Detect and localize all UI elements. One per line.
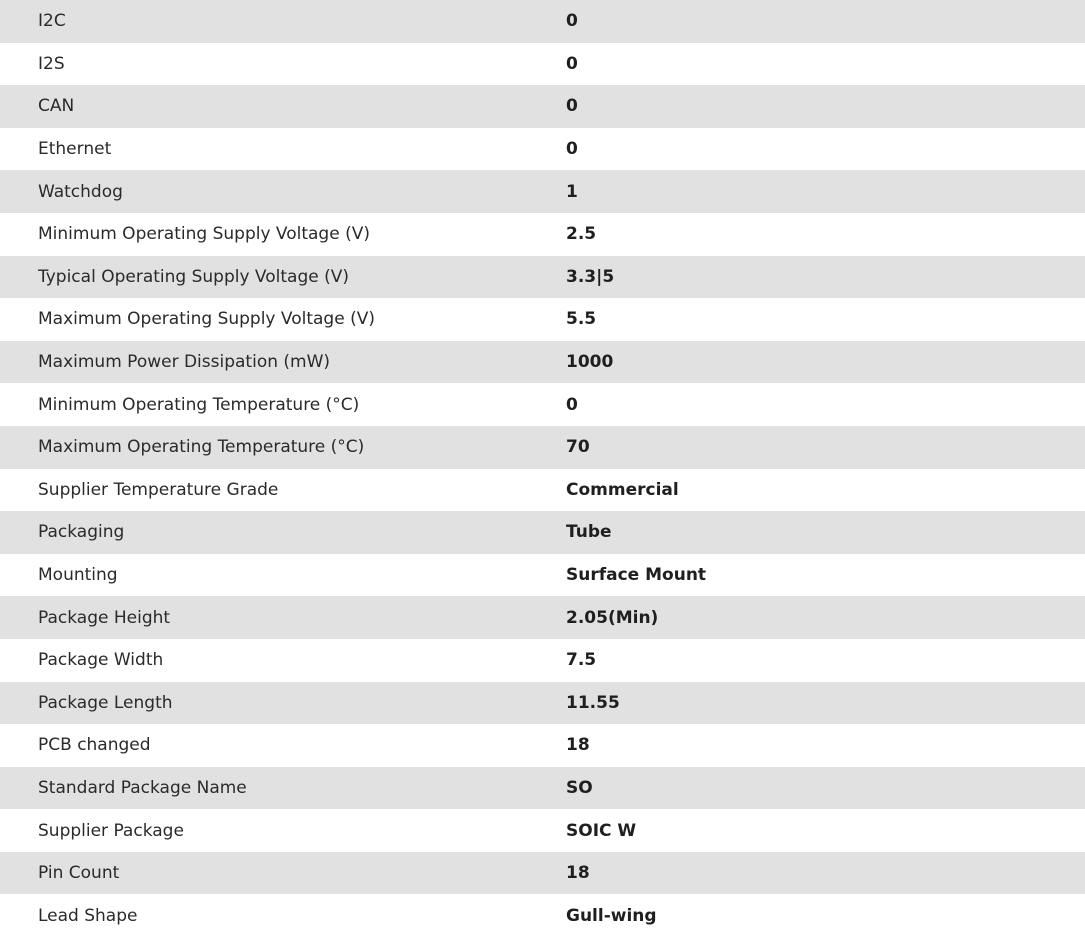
- spec-value: 1000: [566, 341, 1085, 384]
- table-row: [0, 894, 1085, 937]
- table-row: [0, 256, 1085, 299]
- spec-label: Maximum Operating Temperature (°C): [0, 426, 566, 469]
- spec-label: Maximum Power Dissipation (mW): [0, 341, 566, 384]
- spec-value: SOIC W: [566, 809, 1085, 852]
- spec-label: Lead Shape: [0, 894, 566, 937]
- table-row: [0, 213, 1085, 256]
- spec-value: 0: [566, 0, 1085, 43]
- spec-value: 0: [566, 43, 1085, 86]
- spec-value: 18: [566, 852, 1085, 895]
- spec-value: 70: [566, 426, 1085, 469]
- table-row: [0, 639, 1085, 682]
- table-row: [0, 767, 1085, 810]
- spec-value: 1: [566, 170, 1085, 213]
- spec-value: Commercial: [566, 469, 1085, 512]
- spec-label: Minimum Operating Supply Voltage (V): [0, 213, 566, 256]
- table-row: [0, 724, 1085, 767]
- spec-label: Typical Operating Supply Voltage (V): [0, 256, 566, 299]
- spec-label: Maximum Operating Supply Voltage (V): [0, 298, 566, 341]
- table-row: [0, 511, 1085, 554]
- table-row: [0, 298, 1085, 341]
- spec-value: 5.5: [566, 298, 1085, 341]
- table-row: [0, 852, 1085, 895]
- spec-value: 2.5: [566, 213, 1085, 256]
- spec-label: Watchdog: [0, 170, 566, 213]
- spec-value: Surface Mount: [566, 554, 1085, 597]
- spec-label: Packaging: [0, 511, 566, 554]
- spec-label: Package Length: [0, 682, 566, 725]
- spec-label: Ethernet: [0, 128, 566, 171]
- table-row: [0, 0, 1085, 43]
- table-row: [0, 809, 1085, 852]
- table-row: [0, 85, 1085, 128]
- spec-value: 11.55: [566, 682, 1085, 725]
- spec-value: 0: [566, 128, 1085, 171]
- spec-value: 18: [566, 724, 1085, 767]
- spec-label: CAN: [0, 85, 566, 128]
- table-row: [0, 596, 1085, 639]
- spec-label: Pin Count: [0, 852, 566, 895]
- table-row: [0, 554, 1085, 597]
- table-row: [0, 128, 1085, 171]
- spec-value: 2.05(Min): [566, 596, 1085, 639]
- spec-label: Mounting: [0, 554, 566, 597]
- spec-value: SO: [566, 767, 1085, 810]
- spec-label: Standard Package Name: [0, 767, 566, 810]
- spec-value: 0: [566, 85, 1085, 128]
- spec-value: 3.3|5: [566, 256, 1085, 299]
- table-row: [0, 426, 1085, 469]
- spec-label: Supplier Package: [0, 809, 566, 852]
- spec-label: PCB changed: [0, 724, 566, 767]
- table-row: [0, 682, 1085, 725]
- spec-label: I2S: [0, 43, 566, 86]
- spec-value: Tube: [566, 511, 1085, 554]
- spec-value: 7.5: [566, 639, 1085, 682]
- spec-value: 0: [566, 383, 1085, 426]
- spec-label: Supplier Temperature Grade: [0, 469, 566, 512]
- table-row: [0, 341, 1085, 384]
- table-row: [0, 383, 1085, 426]
- table-row: [0, 170, 1085, 213]
- table-row: [0, 469, 1085, 512]
- spec-label: Package Height: [0, 596, 566, 639]
- spec-label: I2C: [0, 0, 566, 43]
- spec-value: Gull-wing: [566, 894, 1085, 937]
- table-row: [0, 43, 1085, 86]
- spec-label: Package Width: [0, 639, 566, 682]
- spec-label: Minimum Operating Temperature (°C): [0, 383, 566, 426]
